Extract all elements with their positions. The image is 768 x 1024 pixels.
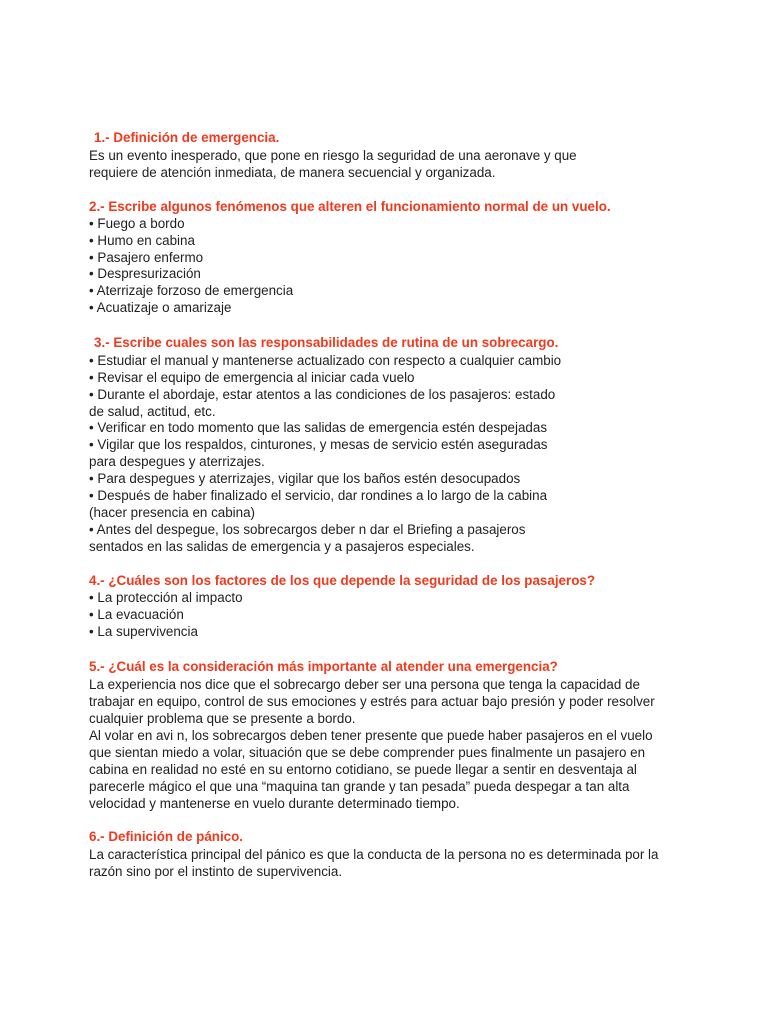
section-3-heading: 3.- Escribe cuales son las responsabilidades de rutina de un sobrecargo. bbox=[94, 335, 559, 350]
list-item: • Aterrizaje forzoso de emergencia bbox=[89, 283, 294, 298]
paragraph-line: Al volar en avi n, los sobrecargos deben tener presente que puede haber pasajeros en el vuelo bbox=[89, 728, 653, 743]
section-4-heading: 4.- ¿Cuáles son los factores de los que depende la seguridad de los pasajeros? bbox=[89, 573, 596, 588]
list-item: • Durante el abordaje, estar atentos a las condiciones de los pasajeros: estado bbox=[89, 387, 556, 402]
paragraph-line: La característica principal del pánico es que la conducta de la persona no es determinada por la bbox=[89, 847, 659, 862]
list-item: • La supervivencia bbox=[89, 624, 198, 639]
section-5-heading: 5.- ¿Cuál es la consideración más importante al atender una emergencia? bbox=[89, 659, 558, 674]
list-item: • Para despegues y aterrizajes, vigilar que los baños estén desocupados bbox=[89, 471, 521, 486]
list-item: sentados en las salidas de emergencia y a pasajeros especiales. bbox=[89, 539, 475, 554]
list-item: • Verificar en todo momento que las salidas de emergencia estén despejadas bbox=[89, 420, 548, 435]
list-item: de salud, actitud, etc. bbox=[89, 404, 216, 419]
list-item: • Vigilar que los respaldos, cinturones, y mesas de servicio estén aseguradas bbox=[89, 437, 548, 452]
paragraph-line: La experiencia nos dice que el sobrecargo deber ser una persona que tenga la capacidad de bbox=[89, 677, 640, 692]
list-item: • Revisar el equipo de emergencia al iniciar cada vuelo bbox=[89, 370, 415, 385]
list-item: (hacer presencia en cabina) bbox=[89, 505, 255, 520]
list-item: • La evacuación bbox=[89, 607, 184, 622]
section-2-heading: 2.- Escribe algunos fenómenos que alteren el funcionamiento normal de un vuelo. bbox=[89, 199, 611, 214]
paragraph-line: que sientan miedo a volar, situación que se debe comprender pues finalmente un pasajero en bbox=[89, 745, 646, 760]
paragraph-line: cabina en realidad no esté en su entorno cotidiano, se puede llegar a sentir en desventaja al bbox=[89, 762, 637, 777]
list-item: • Pasajero enfermo bbox=[89, 250, 204, 265]
list-item: • Acuatizaje o amarizaje bbox=[89, 300, 232, 315]
list-item: • La protección al impacto bbox=[89, 590, 243, 605]
paragraph-line: velocidad y mantenerse en vuelo durante determinado tiempo. bbox=[89, 796, 460, 811]
paragraph-line: parecerle mágico el que una “maquina tan grande y tan pesada” pueda despegar a tan alta bbox=[89, 779, 630, 794]
list-item: • Estudiar el manual y mantenerse actualizado con respecto a cualquier cambio bbox=[89, 353, 562, 368]
paragraph-line: cualquier problema que se presente a bordo. bbox=[89, 711, 356, 726]
list-item: • Fuego a bordo bbox=[89, 216, 185, 231]
paragraph-line: razón sino por el instinto de supervivencia. bbox=[89, 864, 343, 879]
section-1-heading: 1.- Definición de emergencia. bbox=[94, 130, 280, 145]
paragraph-line: trabajar en equipo, control de sus emociones y estrés para actuar bajo presión y poder resolver bbox=[89, 694, 655, 709]
list-item: • Antes del despegue, los sobrecargos deber n dar el Briefing a pasajeros bbox=[89, 522, 526, 537]
list-item: • Despresurización bbox=[89, 266, 201, 281]
section-1-line: requiere de atención inmediata, de manera secuencial y organizada. bbox=[89, 165, 496, 180]
list-item: para despegues y aterrizajes. bbox=[89, 454, 265, 469]
list-item: • Después de haber finalizado el servicio, dar rondines a lo largo de la cabina bbox=[89, 488, 548, 503]
section-6-heading: 6.- Definición de pánico. bbox=[89, 829, 244, 844]
section-1-line: Es un evento inesperado, que pone en riesgo la seguridad de una aeronave y que bbox=[89, 148, 577, 163]
list-item: • Humo en cabina bbox=[89, 233, 195, 248]
